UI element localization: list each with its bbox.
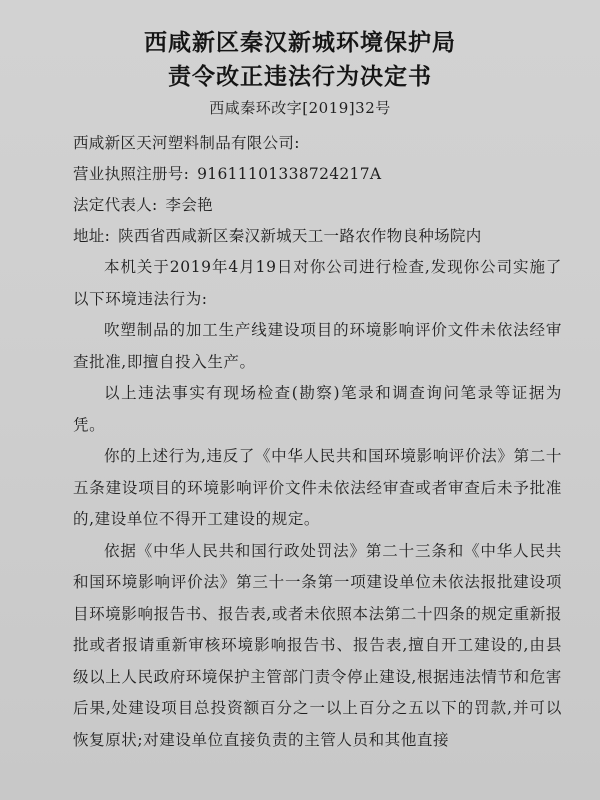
paragraph-inspection: 本机关于2019年4月19日对你公司进行检查,发现你公司实施了以下环境违法行为:	[73, 258, 562, 308]
representative-row	[73, 190, 560, 221]
paragraph-evidence: 以上违法事实有现场检查(勘察)笔录和调查询问笔录等证据为凭。	[73, 384, 562, 434]
document-title-line-2: 责令改正违法行为决定书	[168, 64, 432, 90]
paragraph-legal-basis: 依据《中华人民共和国行政处罚法》第二十三条和《中华人民共和国环境影响评价法》第三十一条第一项建设单位未依法报批建设项目环境影响报告书、报告表,或者未依照本法第二十四条的规定重新报批或者报请重新审核环境影响报告书、报告表,擅自开工建设的,由县级以上人民政府环境保护主管部门责令停止建设,根据违法情节和危害后果,处建设项目总投资额百分之一以上百分之五以下的罚款,并可以恢复原状;对建设单位直接负责的主管人员和其他直接	[73, 541, 562, 749]
party-info	[0, 128, 600, 252]
address-label: 地址:	[73, 227, 111, 245]
document-title-line-1: 西咸新区秦汉新城环境保护局	[144, 30, 456, 56]
document-body	[0, 252, 600, 756]
address-value: 陕西省西咸新区秦汉新城天工一路农作物良种场院内	[118, 227, 482, 245]
license-row	[73, 159, 560, 190]
paragraph-violation: 吹塑制品的加工生产线建设项目的环境影响评价文件未依法经审查批准,即擅自投入生产。	[73, 321, 562, 371]
representative-label: 法定代表人:	[73, 196, 158, 214]
address-row	[73, 221, 560, 252]
representative-value: 李会艳	[165, 196, 213, 214]
license-value: 91611101338724217A	[197, 165, 382, 183]
paragraph-law-violated: 你的上述行为,违反了《中华人民共和国环境影响评价法》第二十五条建设项目的环境影响评价文件未依法经审查或者审查后未予批准的,建设单位不得开工建设的规定。	[73, 447, 562, 528]
document-header	[0, 0, 600, 120]
license-label: 营业执照注册号:	[73, 165, 190, 183]
document-number: 西咸秦环改字[2019]32号	[209, 99, 391, 117]
company-name: 西咸新区天河塑料制品有限公司:	[73, 134, 300, 152]
